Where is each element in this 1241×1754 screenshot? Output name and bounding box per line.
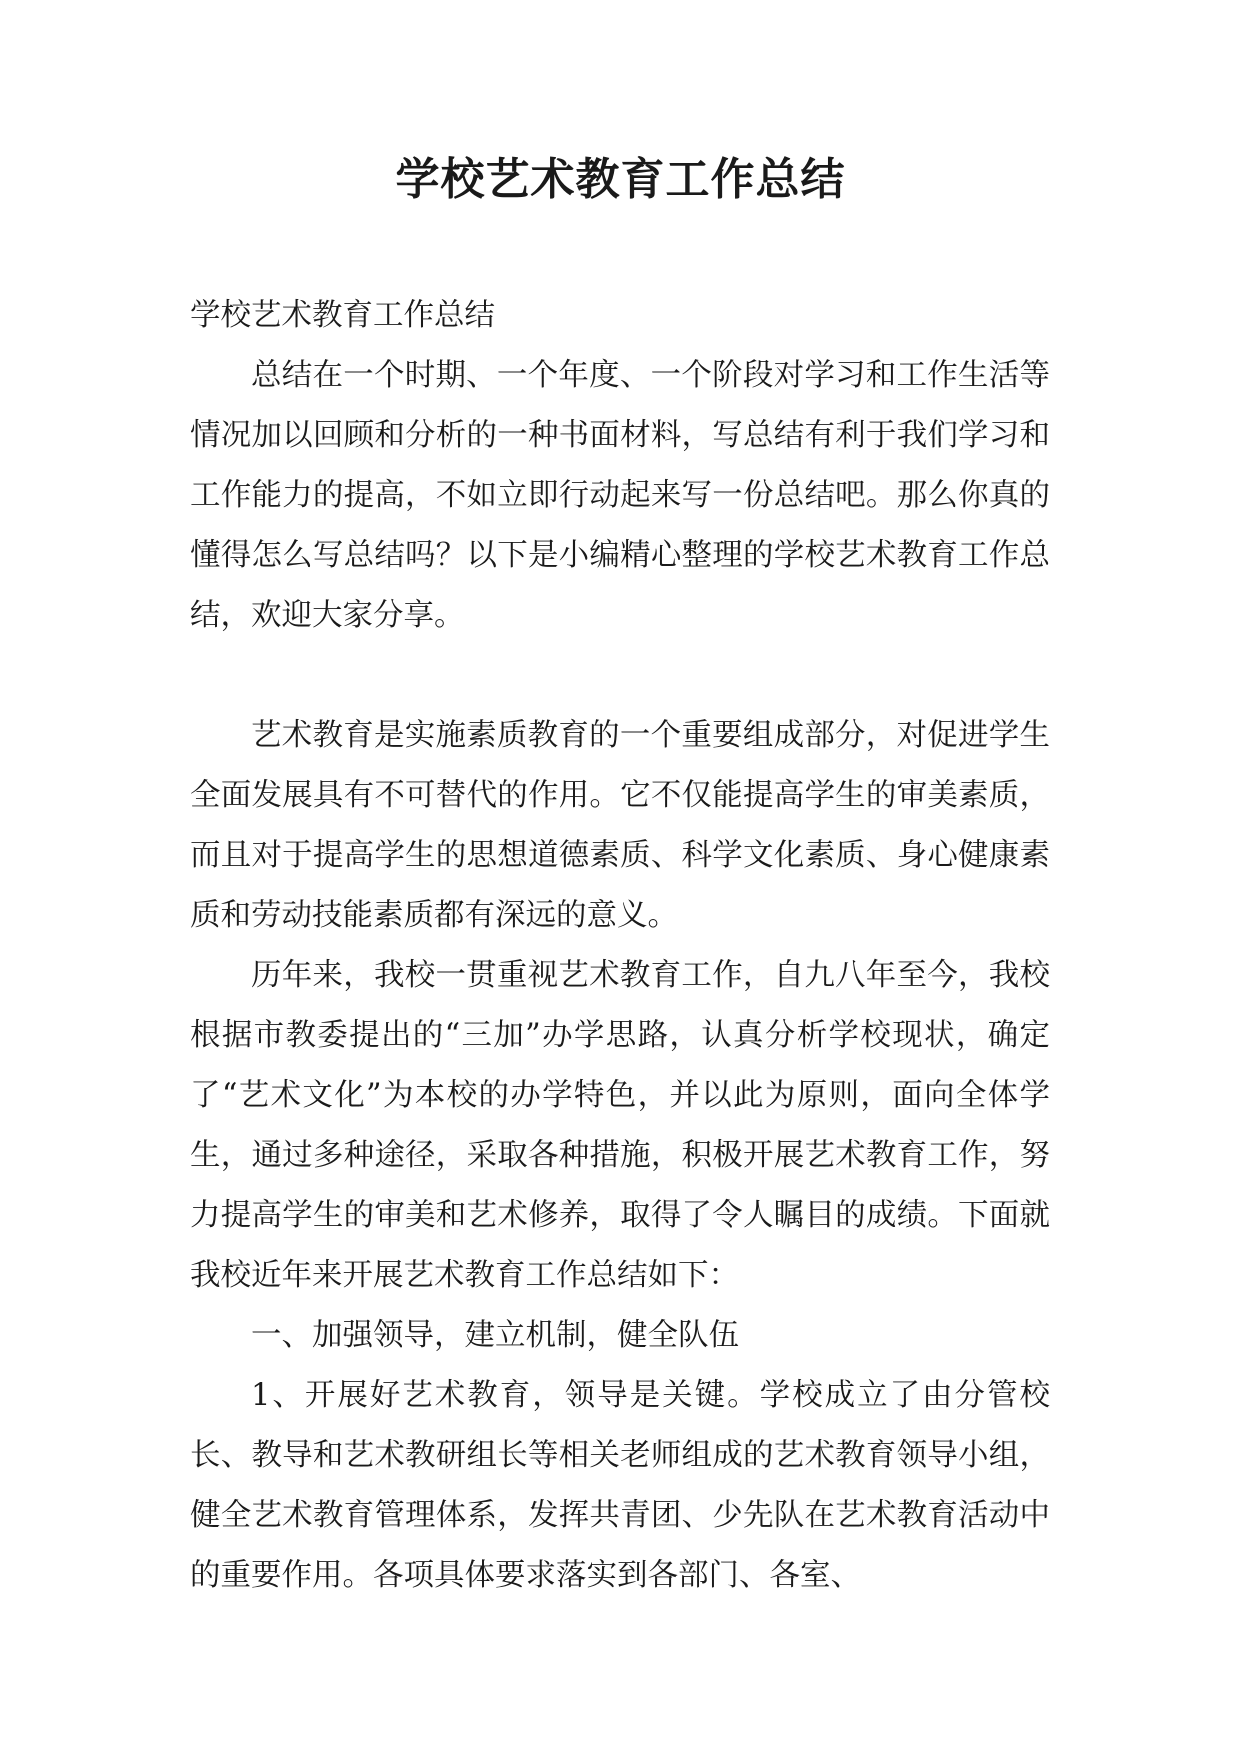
body-paragraph: 历年来，我校一贯重视艺术教育工作，自九八年至今，我校根据市教委提出的“三加”办学思路，认真分析学校现状，确定了“艺术文化”为本校的办学特色，并以此为原则，面向全体学生，通过多种途径，采取各种措施，积极开展艺术教育工作，努力提高学生的审美和艺术修养，取得了令人瞩目的成绩。下面就我校近年来开展艺术教育工作总结如下： xyxy=(190,958,1050,1293)
document-body xyxy=(190,286,1050,1606)
body-paragraph: 艺术教育是实施素质教育的一个重要组成部分，对促进学生全面发展具有不可替代的作用。它不仅能提高学生的审美素质，而且对于提高学生的思想道德素质、科学文化素质、身心健康素质和劳动技能素质都有深远的意义。 xyxy=(190,718,1050,933)
section-heading: 一、加强领导，建立机制，健全队伍 xyxy=(251,1318,739,1353)
paragraph-spacer xyxy=(190,646,1050,706)
body-paragraph: 1、开展好艺术教育，领导是关键。学校成立了由分管校长、教导和艺术教研组长等相关老师组成的艺术教育领导小组，健全艺术教育管理体系，发挥共青团、少先队在艺术教育活动中的重要作用。各项具体要求落实到各部门、各室、 xyxy=(190,1378,1050,1593)
document-subtitle: 学校艺术教育工作总结 xyxy=(190,298,495,333)
document-title: 学校艺术教育工作总结 xyxy=(395,154,846,205)
intro-paragraph: 总结在一个时期、一个年度、一个阶段对学习和工作生活等情况加以回顾和分析的一种书面材料，写总结有利于我们学习和工作能力的提高，不如立即行动起来写一份总结吧。那么你真的懂得怎么写总结吗？以下是小编精心整理的学校艺术教育工作总结，欢迎大家分享。 xyxy=(190,358,1050,633)
